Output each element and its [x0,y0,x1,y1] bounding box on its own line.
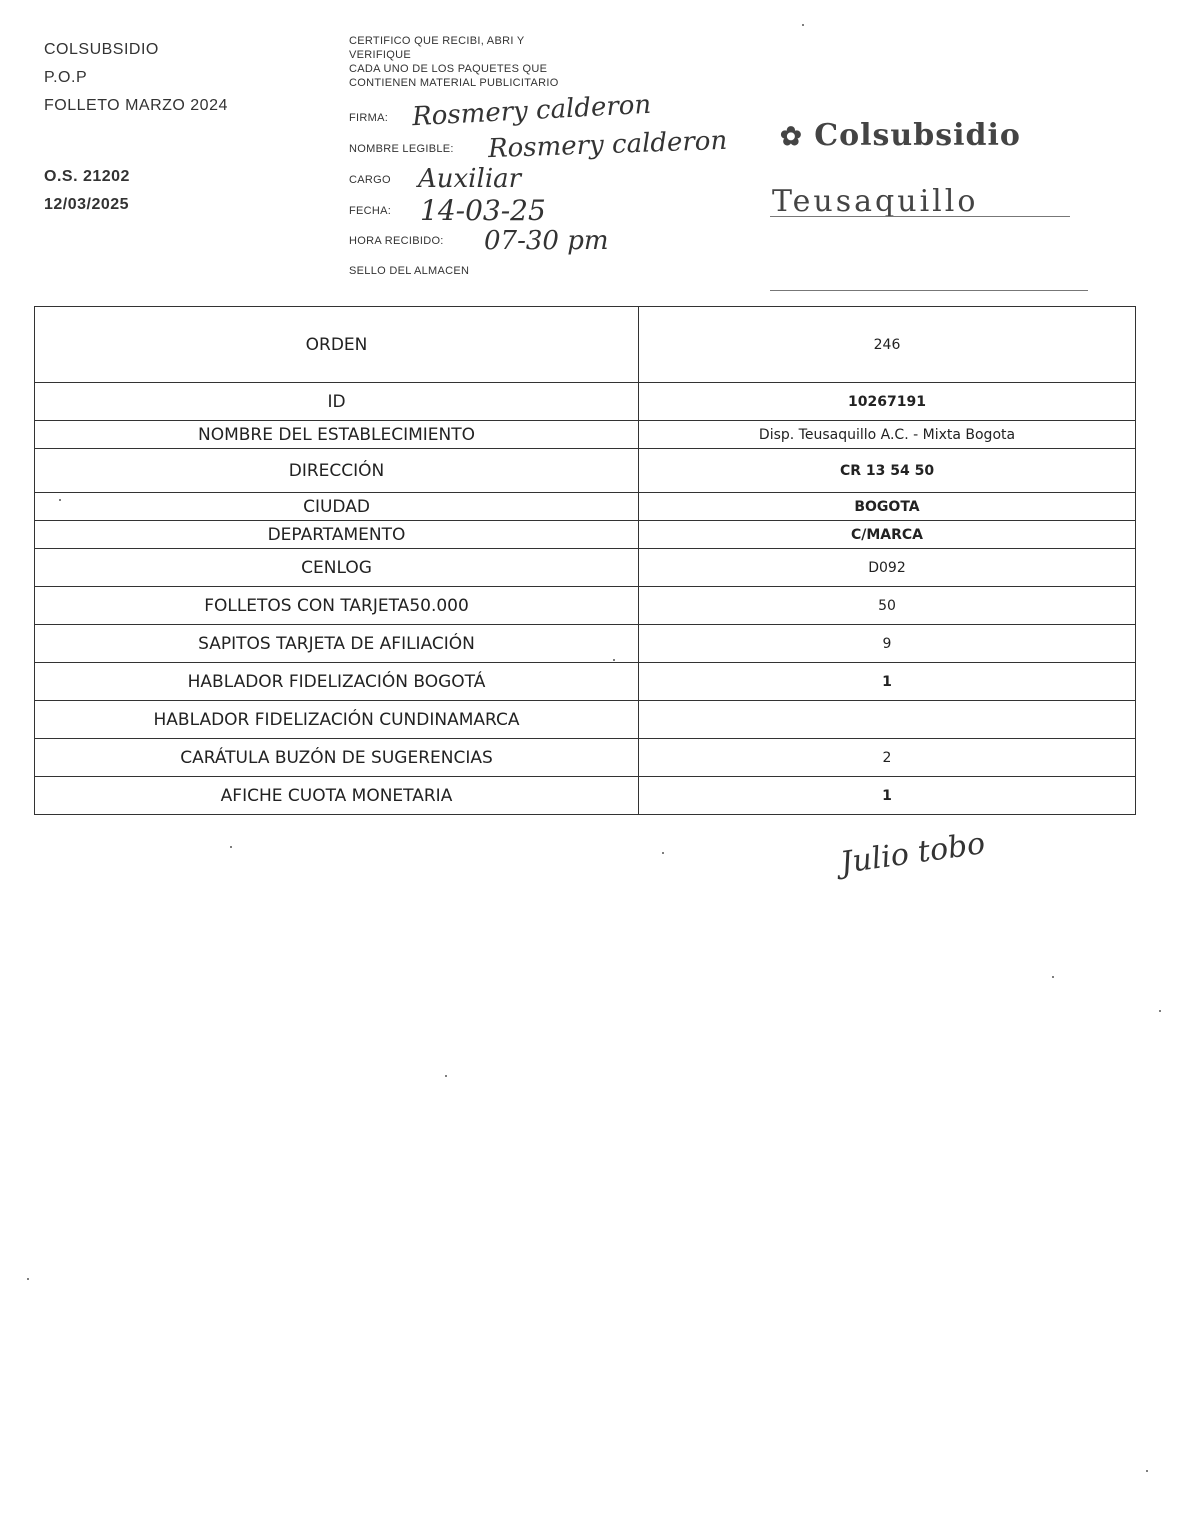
certificate-line: CERTIFICO QUE RECIBI, ABRI Y [349,35,525,47]
table-row [35,701,1136,739]
scan-speck [662,852,664,854]
row-label: ID [35,383,639,421]
row-label: ORDEN [35,307,639,383]
row-label: CENLOG [35,549,639,587]
scan-speck [27,1278,29,1280]
handwritten-receiver-signature: Julio tobo [838,826,988,881]
row-label: HABLADOR FIDELIZACIÓN CUNDINAMARCA [35,701,639,739]
row-value: 10267191 [639,383,1136,421]
scan-speck [1052,976,1054,978]
row-label: AFICHE CUOTA MONETARIA [35,777,639,815]
sello-label: SELLO DEL ALMACEN [349,265,470,277]
stamp-brand-text: Colsubsidio [814,118,1021,153]
handwritten-nombre: Rosmery calderon [487,125,728,165]
firma-label: FIRMA: [349,112,389,124]
certificate-statement [349,34,559,90]
row-value: CR 13 54 50 [639,449,1136,493]
certificate-line: VERIFIQUE [349,49,411,61]
certificate-line: CADA UNO DE LOS PAQUETES QUE [349,63,548,75]
table-row [35,587,1136,625]
table-row [35,521,1136,549]
table-row [35,449,1136,493]
campaign-title: FOLLETO MARZO 2024 [44,97,228,114]
handwritten-hora: 07-30 pm [484,226,609,256]
nombre-label: NOMBRE LEGIBLE: [349,143,454,155]
company-name: COLSUBSIDIO [44,41,159,58]
handwritten-firma: Rosmery calderon [411,89,652,133]
table-row [35,625,1136,663]
table-row [35,739,1136,777]
scan-speck [1146,1470,1148,1472]
order-number: O.S. 21202 [44,168,130,185]
table-row [35,383,1136,421]
row-value: 9 [639,625,1136,663]
sello-signature-line [770,290,1088,291]
scan-speck [445,1075,447,1077]
row-value: D092 [639,549,1136,587]
row-value: Disp. Teusaquillo A.C. - Mixta Bogota [639,421,1136,449]
handwritten-fecha: 14-03-25 [420,194,546,227]
row-value: BOGOTA [639,493,1136,521]
table-row [35,663,1136,701]
row-label: CIUDAD [35,493,639,521]
table-row [35,421,1136,449]
row-value: 1 [639,663,1136,701]
certificate-line: CONTIENEN MATERIAL PUBLICITARIO [349,77,559,89]
stamp-teusaquillo: Teusaquillo [772,184,979,219]
delivery-table [34,306,1136,815]
table-row [35,493,1136,521]
row-label: SAPITOS TARJETA DE AFILIACIÓN [35,625,639,663]
scan-speck [613,659,615,661]
fecha-label: FECHA: [349,205,392,217]
scan-speck [1159,1010,1161,1012]
row-value: 1 [639,777,1136,815]
row-label: DEPARTAMENTO [35,521,639,549]
row-label: DIRECCIÓN [35,449,639,493]
order-date: 12/03/2025 [44,196,130,213]
scan-speck [59,499,61,501]
table-row [35,777,1136,815]
row-value [639,701,1136,739]
row-label: HABLADOR FIDELIZACIÓN BOGOTÁ [35,663,639,701]
row-label: FOLLETOS CON TARJETA50.000 [35,587,639,625]
scan-speck [230,846,232,848]
category: P.O.P [44,69,88,86]
row-label: CARÁTULA BUZÓN DE SUGERENCIAS [35,739,639,777]
document-header [44,36,228,120]
row-value: 2 [639,739,1136,777]
row-value: 246 [639,307,1136,383]
table-row [35,549,1136,587]
scan-speck [802,24,804,26]
row-value: C/MARCA [639,521,1136,549]
stamp-underline [770,216,1070,217]
hora-label: HORA RECIBIDO: [349,235,444,247]
table-row [35,307,1136,383]
stamp-logo-icon: ✿ [780,122,803,152]
cargo-label: CARGO [349,174,391,186]
row-label: NOMBRE DEL ESTABLECIMIENTO [35,421,639,449]
order-info [44,163,130,219]
stamp-colsubsidio [780,118,1021,153]
handwritten-cargo: Auxiliar [418,164,522,194]
row-value: 50 [639,587,1136,625]
